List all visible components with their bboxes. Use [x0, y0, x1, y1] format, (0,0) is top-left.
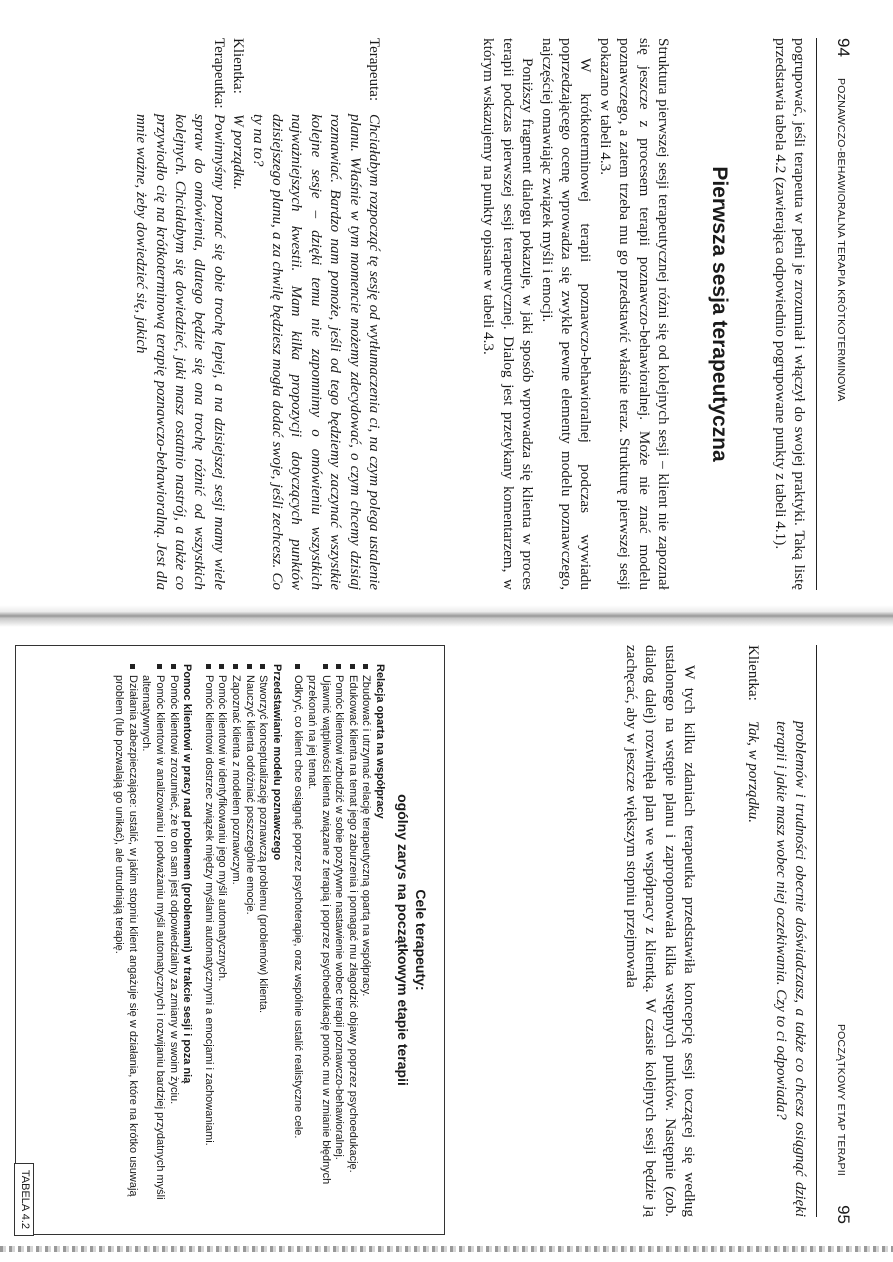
paragraph: Poniższy fragment dialogu pokazuje, w jaki sposób wprowadza się klienta w proces terapii podczas pierwszej sesji terapeutycznej. Dialog jest przetykany komentarzem, w którym wskazujemy na punkty opisane w tabeli 4.3. [480, 38, 537, 590]
paragraph: Struktura pierwszej sesji terapeutycznej różni się od kolejnych sesji – klient nie zapoznał się jeszcze z procesem terapii poznawczo-behawioralnej. Może nie znać modelu poznawczego, a zatem trzeba mu go przedstawić właśnie teraz. Strukturę pierwszej sesji pokazano w tabeli 4.3. [596, 38, 672, 590]
speaker-label: Klientka: [230, 38, 247, 94]
box-title-line1: Cele terapeuty: [413, 889, 429, 991]
dialog-turn [743, 645, 762, 1217]
list-item: Pomóc klientowi zrozumieć, że to on sam jest odpowiedzialny za zmiany w swoim życiu. [166, 664, 180, 1216]
speaker-label: Terapeuta: [366, 38, 382, 102]
list-item: Pomóc klientowi wzbudzić w sobie pozytywne nastawienie wobec terapii poznawczo-behawioralnej. [332, 664, 346, 1216]
list-item: Edukować klienta na temat jego zaburzenia i pomagać mu złagodzić objawy poprzez psychoedukację. [345, 664, 359, 1216]
list-item: Pomóc klientowi dostrzec związek między myślami automatycznymi a emocjami i zachowaniami. [201, 664, 215, 1216]
bullet-list [291, 664, 373, 1216]
intro-paragraph: pogrupować, jeśli terapeuta w pełni je zrozumiał i włączył do swojej praktyki. Taką listę przedstawia tabela 4.2 (zawierająca odpowiednio pogrupowane punkty z tabeli 4.1). [771, 38, 808, 590]
list-item: Pomóc klientowi w analizowaniu i podważaniu myśli automatycznych i rozwijaniu bardziej przydatnych myśli alternatywnych. [139, 664, 166, 1216]
dialog-turn [228, 38, 247, 590]
dialog-continued [743, 645, 809, 1217]
scan-edge-artifact [0, 1246, 893, 1252]
bullet-list [112, 664, 180, 1216]
box-title-line2: ogólny zarys na początkowym etapie terapii [395, 794, 411, 1086]
page-number-left: 94 [834, 38, 853, 57]
list-item: Zapoznać klienta z modelem poznawczym. [228, 664, 242, 1216]
utterance: Powinnyśmy poznać się obie trochę lepiej, a na dzisiejszej sesji mamy wiele spraw do omówienia, dlatego będzie się ona trochę różnić od wszystkich kolejnych. Chciałabym się dowiedzieć, jaki masz ostatnio nastrój, a także co przywiodło cię na krótkoterminową terapię poznawczo-behawioralną. Jest dla mnie ważne, żeby dowiedzieć się, jakich [133, 114, 227, 590]
header-rule-left [816, 38, 817, 590]
list-item: Stworzyć konceptualizację poznawczą problemu (problemów) klienta. [256, 664, 270, 1216]
list-item: Odkryć, co klient chce osiągnąć poprzez psychoterapię, oraz wspólnie ustalić realistyczne cele. [291, 664, 305, 1216]
page-number-right: 95 [834, 1205, 853, 1224]
list-item: Nauczyć klienta odróżniać poszczególne emocje. [242, 664, 256, 1216]
list-item: Działania zabezpieczające: ustalić, w jakim stopniu klient angażuje się w działania, które na krótko usuwają problem (lub pozwalają go unikać), ale utrudniają terapię. [112, 664, 139, 1216]
list-item: Pomóc klientowi w identyfikowaniu jego myśli automatycznych. [215, 664, 229, 1216]
group-title: Przedstawianie modelu poznawczego [270, 664, 283, 861]
utterance: W porządku. [230, 114, 247, 190]
dialog-turn [131, 38, 228, 590]
group-title: Relacja oparta na współpracy [374, 664, 386, 819]
book-spine-shadow [0, 605, 893, 627]
running-header-left: POZNAWCZO-BEHAWIORALNA TERAPIA KRÓTKOTERMINOWA [835, 78, 847, 402]
group-title: Pomoc klientowi w pracy nad problemem (problemami) w trakcie sesji i poza nią [181, 664, 194, 1084]
bullet-list [201, 664, 269, 1216]
header-rule-right [816, 645, 817, 1217]
dialog [131, 38, 383, 590]
table-tag: TABELA 4.2 [14, 1163, 34, 1236]
speaker-label: Terapeutka: [210, 38, 227, 109]
section-title: Pierwsza sesja terapeutyczna [708, 166, 731, 462]
list-item: Zbudować i utrzymać relację terapeutyczną opartą na współpracy. [359, 664, 373, 1216]
list-item: Ujawnić wątpliwości klienta związane z terapią i poprzez psychoedukację pomóc mu w zmianie błędnych przekonań na jej temat. [304, 664, 331, 1216]
paragraph: W krótkoterminowej terapii poznawczo-behawioralnej podczas wywiadu poprzedzającego ocenę wprowadza się zwykle pewne elementy modelu poznawczego, najczęściej omawiając związek myśli i emocji. [538, 38, 595, 590]
utterance: Chciałabym rozpocząć tę sesję od wytłumaczenia ci, na czym polega ustalenie planu. Właśnie w tym momencie możemy zdecydować, o czym chcemy dzisiaj rozmawiać. Bardzo nam pomoże, jeśli od tego będziemy zaczynać wszystkie kolejne sesje – dzięki temu nie zapomnimy o omówieniu wszystkich najważniejszych kwestii. Mam kilka propozycji dotyczących punktów dzisiejszego planu, a za chwilę będziesz mogła dodać swoje, jeśli zechcesz. Co ty na to? [249, 114, 382, 590]
table-4-2-box [15, 645, 445, 1235]
utterance: Tak, w porządku. [745, 721, 762, 823]
utterance: problemów i trudności obecnie doświadczasz, a także co chcesz osiągnąć dzięki terapii i jakie masz wobec niej oczekiwania. Czy to ci odpowiada? [772, 721, 808, 1217]
dialog-turn [247, 38, 383, 590]
section-body [479, 38, 673, 590]
speaker-label: Klientka: [745, 645, 762, 701]
dialog-turn [770, 645, 809, 1217]
right-paragraph: W tych kilku zdaniach terapeutka przedstawiła koncepcję sesji toczącej się według ustalonego na wstępie planu i zaproponowała kilka wstępnych punktów. Następnie (zob. dialog dalej) rozwinęła plan we współpracy z klientką. W czasie kolejnych sesji będzie ją zachęcać, aby w jeszcze większym stopniu przejmowała [622, 645, 698, 1217]
running-header-right: POCZĄTKOWY ETAP TERAPII [835, 1023, 847, 1176]
